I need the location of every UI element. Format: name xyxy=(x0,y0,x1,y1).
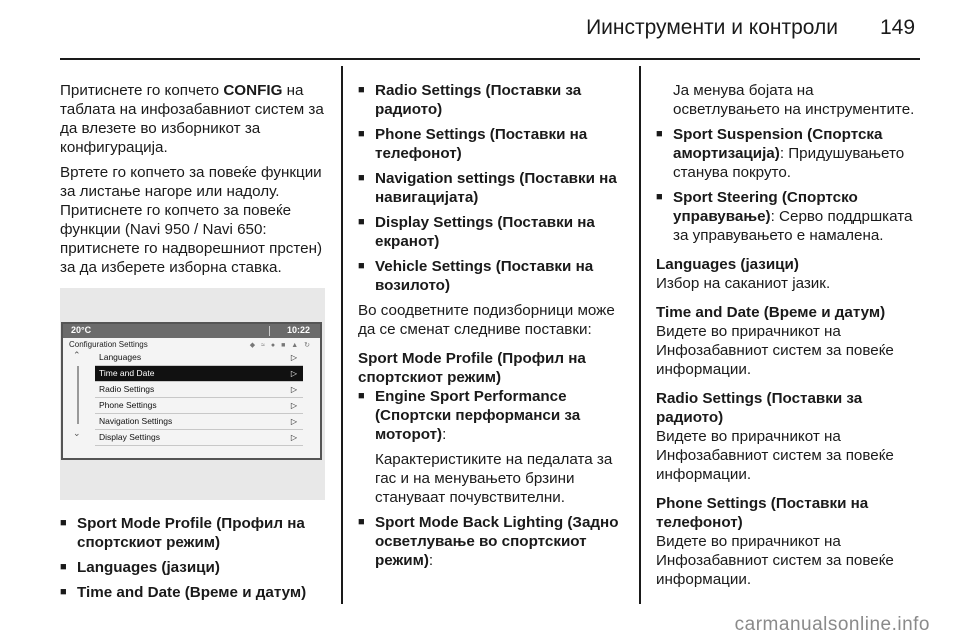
screen-clock: 10:22 xyxy=(286,325,310,335)
status-icons: ◆ ≈ ● ■ ▲ ↻ xyxy=(249,342,312,349)
section-heading: Phone Settings (Поставки на телефонот) xyxy=(656,495,869,531)
section-heading: Time and Date (Време и датум) xyxy=(656,304,886,321)
section-heading: Sport Mode Profile (Профил на спортскиот режим) xyxy=(358,350,586,386)
page-title: Иинструменти и контроли xyxy=(586,16,838,39)
column-1 xyxy=(60,81,325,283)
list-item: ■ Languages (јазици) xyxy=(60,558,325,577)
page-number: 149 xyxy=(880,16,916,39)
scroll-down-icon[interactable]: ⌄ xyxy=(73,428,81,438)
header-rule xyxy=(60,58,920,60)
list-item: ■ Sport Mode Profile (Профил на спортскиот режим) xyxy=(60,514,325,552)
column-1-bullets xyxy=(60,514,325,608)
chevron-right-icon: ▷ xyxy=(290,369,297,378)
submenu-paragraph: Во соодветните подизборници може да се сменат следниве поставки: xyxy=(358,302,615,338)
scroll-track[interactable] xyxy=(77,366,79,424)
section-text: Видете во прирачникот на Инфозабавниот систем за повеќе информации. xyxy=(656,533,894,588)
list-item: ■ Navigation settings (Поставки на навигацијата) xyxy=(358,169,626,207)
scroll-up-icon[interactable]: ⌃ xyxy=(73,350,81,360)
navigation-paragraph: Вртете го копчето за повеќе функции за листање нагоре или надолу. Притиснете го копчето за повеќе функции (Navi 950 / Navi 650: притиснете го надворешниот прстен) за да изберете изборна ставка. xyxy=(60,164,323,276)
menu-item-time-and-date[interactable]: Time and Date ▷ xyxy=(95,366,303,382)
list-item: ■ Engine Sport Performance (Спортски перформанси за моторот): xyxy=(358,387,626,444)
section-text: Видете во прирачникот на Инфозабавниот систем за повеќе информации. xyxy=(656,323,894,378)
list-item: ■ Time and Date (Време и датум) xyxy=(60,583,325,602)
list-item: ■ Sport Mode Back Lighting (Задно осветлување во спортскиот режим): xyxy=(358,513,626,570)
column-3 xyxy=(656,81,920,595)
menu-item-navigation-settings[interactable]: Navigation Settings ▷ xyxy=(95,414,303,430)
screen-menu-title: Configuration Settings xyxy=(69,340,148,349)
menu-item-phone-settings[interactable]: Phone Settings ▷ xyxy=(95,398,303,414)
screen-status-bar xyxy=(63,324,320,338)
section-text: Видете во прирачникот на Инфозабавниот систем за повеќе информации. xyxy=(656,428,894,483)
list-item: ■ Display Settings (Поставки на екранот) xyxy=(358,213,626,251)
list-item: ■ Sport Steering (Спортско управување): Серво поддршката за управувањето е намалена. xyxy=(656,188,920,245)
chevron-right-icon: ▷ xyxy=(290,417,297,426)
status-separator xyxy=(269,326,270,336)
list-item: ■ Phone Settings (Поставки на телефонот) xyxy=(358,125,626,163)
list-item: ■ Radio Settings (Поставки за радиото) xyxy=(358,81,626,119)
infotainment-screen xyxy=(61,322,322,460)
screen-temperature: 20°C xyxy=(71,325,92,335)
chevron-right-icon: ▷ xyxy=(290,353,297,362)
settings-list xyxy=(95,350,303,446)
chevron-right-icon: ▷ xyxy=(290,385,297,394)
column-divider-1 xyxy=(341,66,343,604)
column-2 xyxy=(358,81,626,576)
config-keyword: CONFIG xyxy=(223,82,283,99)
menu-item-radio-settings[interactable]: Radio Settings ▷ xyxy=(95,382,303,398)
list-item: ■ Vehicle Settings (Поставки на возилото) xyxy=(358,257,626,295)
engine-sport-description: Карактеристиките на педалата за гас и на менувањето брзини стануваат почувствителни. xyxy=(375,451,613,506)
chevron-right-icon: ▷ xyxy=(290,401,297,410)
column-divider-2 xyxy=(639,66,641,604)
menu-item-languages[interactable]: Languages ▷ xyxy=(95,350,303,366)
menu-item-display-settings[interactable]: Display Settings ▷ xyxy=(95,430,303,446)
chevron-right-icon: ▷ xyxy=(290,433,297,442)
back-lighting-description: Ја менува бојата на осветлувањето на инструментите. xyxy=(673,82,915,118)
list-item: ■ Sport Suspension (Спортска амортизација): Придушувањето станува покруто. xyxy=(656,125,920,182)
watermark: carmanualsonline.info xyxy=(734,614,930,635)
section-text: Избор на саканиот јазик. xyxy=(656,275,831,292)
config-paragraph: Притиснете го копчето CONFIG на таблата на инфозабавниот систем за да влезете во изборникот за конфигурација. xyxy=(60,82,324,156)
section-heading: Languages (јазици) xyxy=(656,256,799,273)
section-heading: Radio Settings (Поставки за радиото) xyxy=(656,390,863,426)
